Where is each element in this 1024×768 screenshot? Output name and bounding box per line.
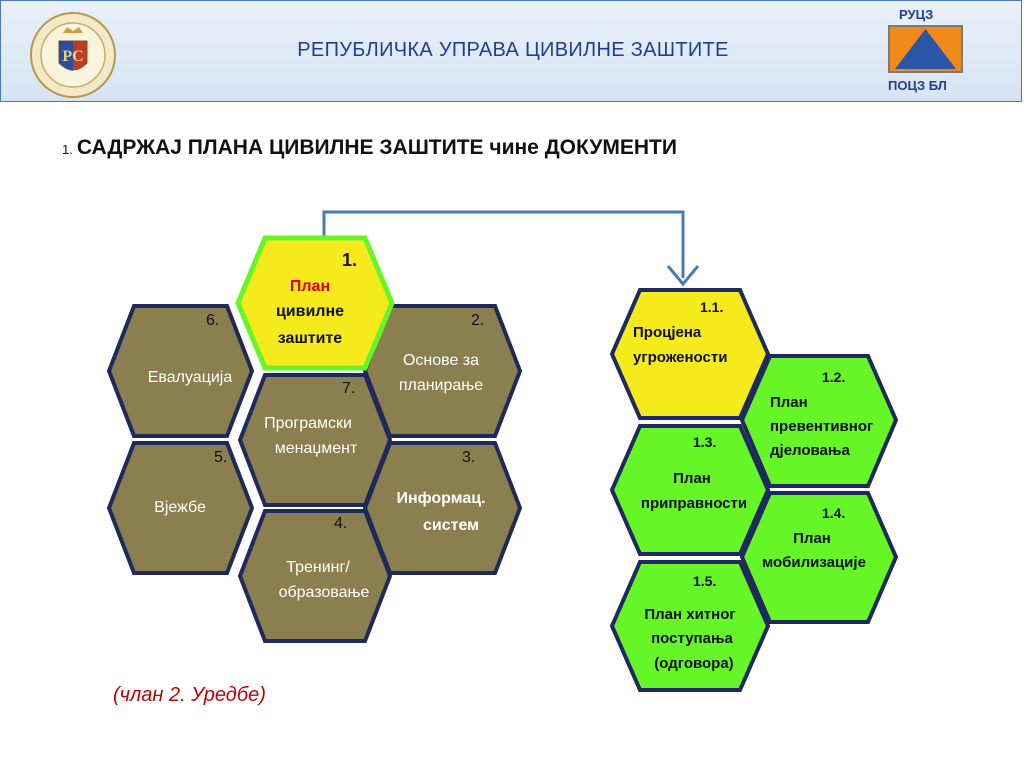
hex6-line1: Евалуација [147,369,233,386]
sub11-line2: угрожености [633,349,728,366]
heading-text: САДРЖАЈ ПЛАНА ЦИВИЛНЕ ЗАШТИТЕ чине ДОКУМЕНТИ [76,136,677,159]
sub15-line1: План хитног [644,606,736,623]
hex2-line1: Основе за [402,352,480,369]
hex7-number: 7. [342,380,356,397]
hex4-line1: Тренинг/ [286,559,350,576]
sub13-line1: План [673,470,711,487]
heading-number: 1. [62,142,73,157]
hex4-number: 4. [334,515,348,532]
sub12-line2: превентивног [770,418,874,435]
sub11-line1: Процјена [633,324,702,341]
sub12-line3: дјеловања [770,442,850,459]
sub15-number: 1.5. [693,573,717,589]
hex2-line2: планирање [398,377,484,394]
sub14-line2: мобилизације [762,554,866,571]
logo-bottom-label: ПОЦЗ БЛ [888,78,947,93]
hex3-line2: систем [423,517,479,534]
hex7-line2: менаџмент [274,440,358,457]
sub12-number: 1.2. [822,369,846,385]
sub15-line2: поступања [651,630,733,647]
hex5-line1: Вјежбе [154,499,206,516]
logo-top-label: РУЦЗ [899,7,934,22]
sub13-line2: приправности [640,495,748,512]
hex6-number: 6. [206,312,220,329]
svg-text:PC: PC [62,48,84,65]
hex-planning-basics [365,306,520,436]
sub14-line1: План [793,530,831,547]
sub15-line3: (одговора) [654,655,734,672]
sub11-number: 1.1. [700,299,724,315]
regulation-footnote: (члан 2. Уредбе) [113,684,266,706]
hex1-line3: заштите [277,330,343,347]
sub12-line1: План [770,394,808,411]
hex-readiness-plan [612,426,768,554]
hex1-number: 1. [342,250,358,270]
hex2-number: 2. [471,312,485,329]
header-title: РЕПУБЛИЧКА УПРАВА ЦИВИЛНЕ ЗАШТИТЕ [297,39,729,61]
hex-info-system [365,443,520,573]
hex3-number: 3. [462,449,476,466]
hex1-line1: План [289,278,331,295]
hex4-line2: образовање [278,584,370,601]
hex3-line1: Информац. [396,490,486,507]
hex5-number: 5. [214,449,228,466]
hex7-line1: Програмски [264,415,352,432]
sub13-number: 1.3. [693,434,717,450]
hex1-line2: цивилне [275,303,345,320]
hex-training [240,511,390,641]
sub14-number: 1.4. [822,505,846,521]
